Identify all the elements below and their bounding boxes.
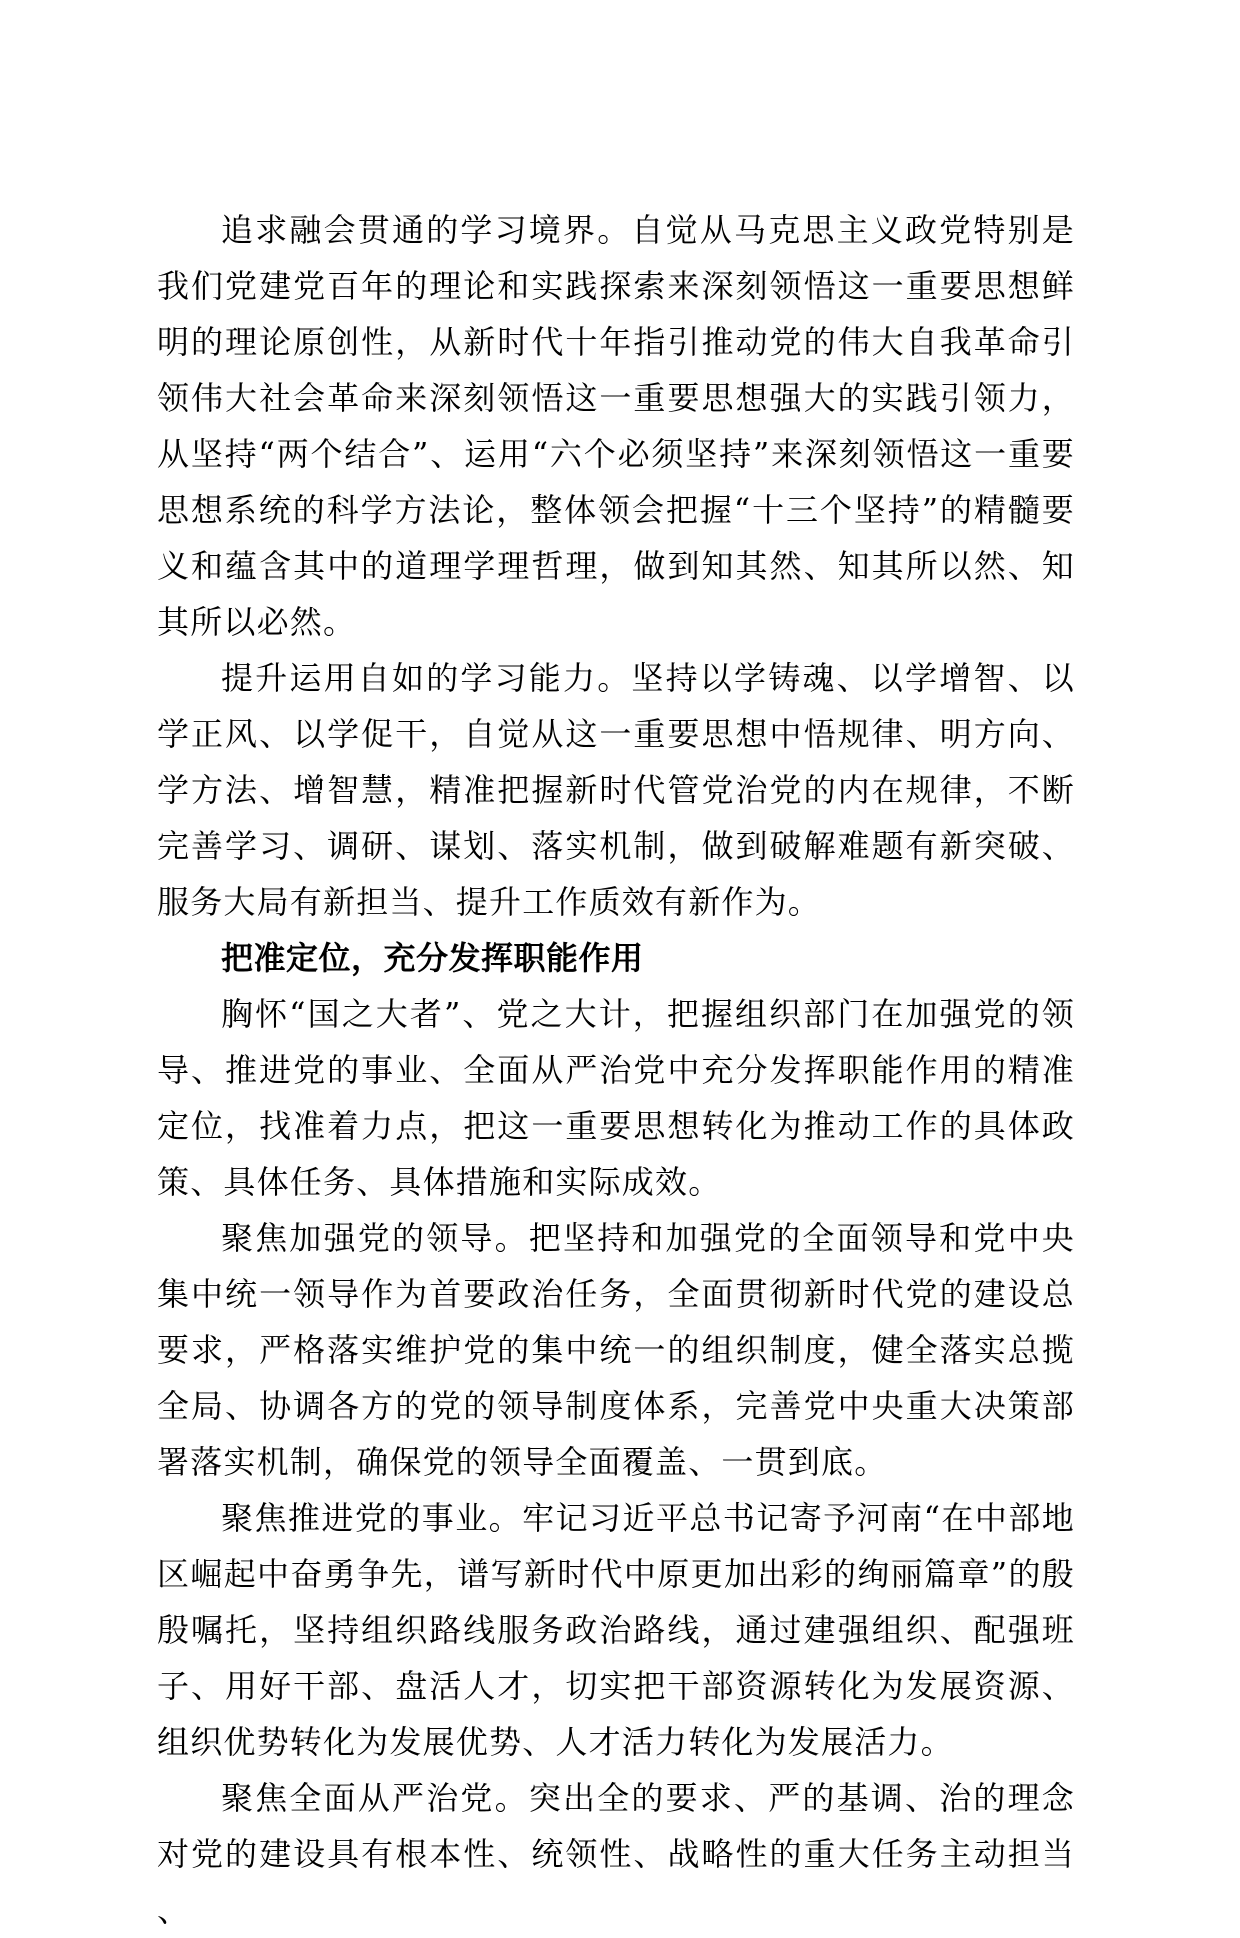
- document-body: [157, 202, 1075, 1938]
- section-heading: 把准定位，充分发挥职能作用: [221, 939, 644, 977]
- paragraph-learning-ability: 提升运用自如的学习能力。坚持以学铸魂、以学增智、以学正风、以学促干，自觉从这一重要思想中悟规律、明方向、学方法、增智慧，精准把握新时代管党治党的内在规律，不断完善学习、调研、谋划、落实机制，做到破解难题有新突破、服务大局有新担当、提升工作质效有新作为。: [157, 659, 1075, 921]
- paragraph-party-leadership: 聚焦加强党的领导。把坚持和加强党的全面领导和党中央集中统一领导作为首要政治任务，全面贯彻新时代党的建设总要求，严格落实维护党的集中统一的组织制度，健全落实总揽全局、协调各方的党的领导制度体系，完善党中央重大决策部署落实机制，确保党的领导全面覆盖、一贯到底。: [157, 1219, 1075, 1481]
- paragraph-strict-governance: 聚焦全面从严治党。突出全的要求、严的基调、治的理念对党的建设具有根本性、统领性、战略性的重大任务主动担当、: [157, 1779, 1075, 1929]
- paragraph-party-cause: 聚焦推进党的事业。牢记习近平总书记寄予河南“在中部地区崛起中奋勇争先，谱写新时代中原更加出彩的绚丽篇章”的殷殷嘱托，坚持组织路线服务政治路线，通过建强组织、配强班子、用好干部、盘活人才，切实把干部资源转化为发展资源、组织优势转化为发展优势、人才活力转化为发展活力。: [157, 1499, 1075, 1761]
- paragraph-positioning: 胸怀“国之大者”、党之大计，把握组织部门在加强党的领导、推进党的事业、全面从严治党中充分发挥职能作用的精准定位，找准着力点，把这一重要思想转化为推动工作的具体政策、具体任务、具体措施和实际成效。: [157, 995, 1075, 1201]
- paragraph-learning-realm: 追求融会贯通的学习境界。自觉从马克思主义政党特别是我们党建党百年的理论和实践探索来深刻领悟这一重要思想鲜明的理论原创性，从新时代十年指引推动党的伟大自我革命引领伟大社会革命来深刻领悟这一重要思想强大的实践引领力，从坚持“两个结合”、运用“六个必须坚持”来深刻领悟这一重要思想系统的科学方法论，整体领会把握“十三个坚持”的精髓要义和蕴含其中的道理学理哲理，做到知其然、知其所以然、知其所以必然。: [157, 211, 1075, 641]
